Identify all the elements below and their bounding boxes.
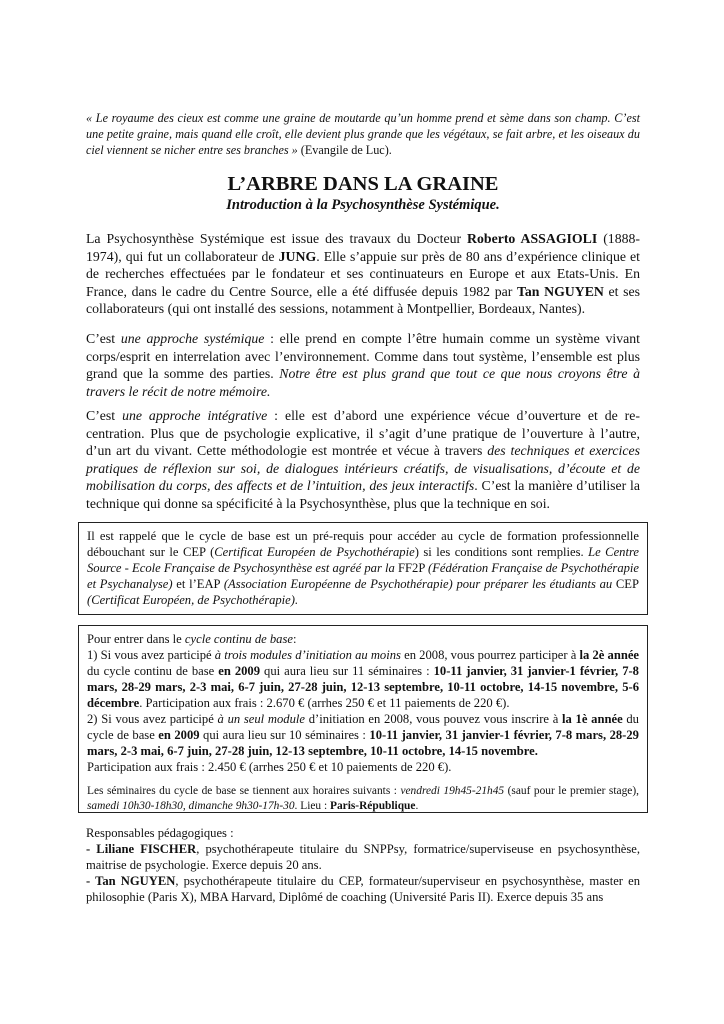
- emphasis: (Association Européenne de Psychothérapie) pour préparer les étudiants au: [223, 577, 613, 591]
- epigraph-quote: « Le royaume des cieux est comme une graine de moutarde qu’un homme prend et sème dans son champ. C’est une petite graine, mais quand elle croît, elle devient plus grande que les végétaux, se fait arbre, et les oiseaux du ciel viennent se nicher entre ses branches »: [86, 111, 640, 157]
- epigraph: [86, 110, 640, 158]
- fees-first-year: Participation aux frais : 2.450 € (arrhes 250 € et 10 paiements de 220 €).: [87, 760, 452, 774]
- fees: . Participation aux frais : 2.670 € (arrhes 250 € et 11 paiements de 220 €).: [139, 696, 510, 710]
- emphasis: à un seul module: [217, 712, 305, 726]
- text: C’est: [86, 331, 121, 346]
- text: : elle est d’abord une expérience vécue d’ouverture et de re-centration. Plus que de psychologie explicative, il s’agit d’une pratique de l’ouverture à l’autre, d’un art du vivant. Cette méthodologie est montrée et vécue à travers: [86, 408, 640, 459]
- name-jung: JUNG: [278, 248, 317, 264]
- emphasis: une approche intégrative: [122, 408, 268, 423]
- name-nguyen: Tan NGUYEN: [516, 283, 604, 299]
- text: d’initiation en 2008, vous pouvez vous inscrire à: [304, 712, 563, 726]
- strong: la 1è année: [562, 712, 623, 726]
- text: du cycle de base: [87, 712, 639, 742]
- text: Pour entrer dans le: [87, 632, 185, 646]
- epigraph-source: (Evangile de Luc).: [297, 143, 392, 157]
- paragraph-integrative: [86, 407, 640, 513]
- text: FF2P: [394, 561, 429, 575]
- location: Paris-République: [329, 800, 416, 812]
- option-first-year: [87, 711, 639, 759]
- emphasis: Notre être est plus grand que tout ce que nous croyons être à travers le récit de notre mémoire.: [86, 366, 640, 399]
- text: qui aura lieu sur 10 séminaires :: [199, 728, 370, 742]
- text: , psychothérapeute titulaire du CEP, formateur/superviseur en psychosynthèse, master en philosophie (Paris X), MBA Harvard, Diplômé de coaching (Université Paris II). Exerce depuis 35 ans: [86, 874, 640, 904]
- enrollment-box: [78, 625, 648, 813]
- emphasis: (Fédération Française de Psychothérapie et Psychanalyse): [87, 561, 640, 591]
- text: :: [292, 632, 297, 646]
- emphasis: samedi 10h30-18h30, dimanche 9h30-17h-30: [87, 800, 295, 812]
- text: .: [415, 800, 419, 812]
- emphasis: cycle continu de base: [184, 632, 293, 646]
- strong: en 2009: [158, 728, 200, 742]
- text: et l’EAP: [172, 577, 224, 591]
- paragraph-systemic: [86, 330, 640, 400]
- text: . Elle s’appuie sur près de 80 ans d’expérience clinique et de recherches effectuées par le fondateur et ses continuateurs en Europe et aux Etats-Unis. En France, dans le cadre du Centre Source, elle a été diffusée depuis 1982 par: [86, 248, 640, 299]
- emphasis: une approche systémique: [120, 331, 265, 346]
- text: Les séminaires du cycle de base se tiennent aux horaires suivants :: [87, 785, 401, 797]
- text: : elle prend en compte l’être humain comme un système vivant corps/esprit en interrelation avec l’environnement. Comme dans tout système, l’ensemble est plus grand que la somme des parties.: [86, 331, 641, 382]
- enrollment-intro: [87, 631, 639, 647]
- text: (1888-1974), qui fut un collaborateur de: [86, 231, 640, 264]
- responsables-section: [86, 825, 640, 905]
- paragraph-origins: [86, 230, 640, 318]
- text: 1) Si vous avez participé: [87, 648, 215, 662]
- text: ) si les conditions sont remplies.: [414, 545, 589, 559]
- option-second-year: [87, 647, 639, 711]
- strong: - Tan NGUYEN: [86, 874, 176, 888]
- strong: la 2è année: [579, 648, 640, 662]
- emphasis: Le Centre Source - Ecole Française de Psychosynthèse est agréé par la: [87, 545, 639, 575]
- emphasis: vendredi 19h45-21h45: [400, 785, 505, 797]
- emphasis: des techniques et exercices pratiques de réflexion sur soi, de dialogues intérieurs créatifs, de visualisations, d’écoute et de mobilisation du corps, des affects et de l’intuition, des jeux interactifs: [86, 443, 641, 494]
- text: en 2008, vous pourrez participer à: [400, 648, 580, 662]
- emphasis: à trois modules d’initiation au moins: [214, 648, 401, 662]
- cep-notice-box: [78, 522, 648, 615]
- text: Il est rappelé que le cycle de base est un pré-requis pour accéder au cycle de formation professionnelle débouchant sur le CEP (: [87, 529, 639, 559]
- text: C’est: [86, 408, 123, 423]
- text: 2) Si vous avez participé: [87, 712, 218, 726]
- text: . Lieu :: [294, 800, 330, 812]
- strong: - Liliane FISCHER: [86, 842, 197, 856]
- text: et ses collaborateurs (qui ont installé des sessions, notamment à Montpellier, Bordeaux, Nantes).: [86, 283, 640, 317]
- responsables-heading: Responsables pédagogiques :: [86, 826, 234, 840]
- emphasis: Certificat Européen de Psychothérapie: [214, 545, 415, 559]
- responsable-nguyen: [86, 873, 640, 905]
- responsable-fischer: [86, 841, 640, 873]
- text: du cycle continu de base: [87, 664, 219, 678]
- schedule-note: [87, 784, 639, 814]
- emphasis: (Certificat Européen, de Psychothérapie).: [87, 593, 299, 607]
- text: CEP: [612, 577, 639, 591]
- text: (sauf pour le premier stage),: [504, 785, 639, 797]
- name-assagioli: Roberto ASSAGIOLI: [467, 231, 598, 246]
- text: La Psychosynthèse Systémique est issue des travaux du Docteur: [86, 231, 468, 246]
- text: . C’est la manière d’utiliser la technique qui donne sa spécificité à la Psychosynthèse, plus que la technique en soi.: [86, 478, 640, 511]
- page-subtitle: Introduction à la Psychosynthèse Systémique.: [226, 197, 500, 213]
- seminar-dates: 10-11 janvier, 31 janvier-1 février, 7-8 mars, 28-29 mars, 2-3 mai, 6-7 juin, 27-28 juin, 12-13 septembre, 10-11 octobre, 14-15 novembre, 5-6 décembre: [87, 664, 639, 710]
- text: qui aura lieu sur 11 séminaires :: [260, 664, 434, 678]
- seminar-dates: 10-11 janvier, 31 janvier-1 février, 7-8 mars, 28-29 mars, 2-3 mai, 6-7 juin, 27-28 juin, 12-13 septembre, 10-11 octobre, 14-15 novembre.: [87, 728, 639, 758]
- text: , psychothérapeute titulaire du SNPPsy, formatrice/superviseuse en psychosynthèse, maitrise de psychologie. Exerce depuis 20 ans.: [86, 842, 640, 872]
- strong: en 2009: [218, 664, 261, 678]
- page-title: L’ARBRE DANS LA GRAINE: [227, 173, 499, 195]
